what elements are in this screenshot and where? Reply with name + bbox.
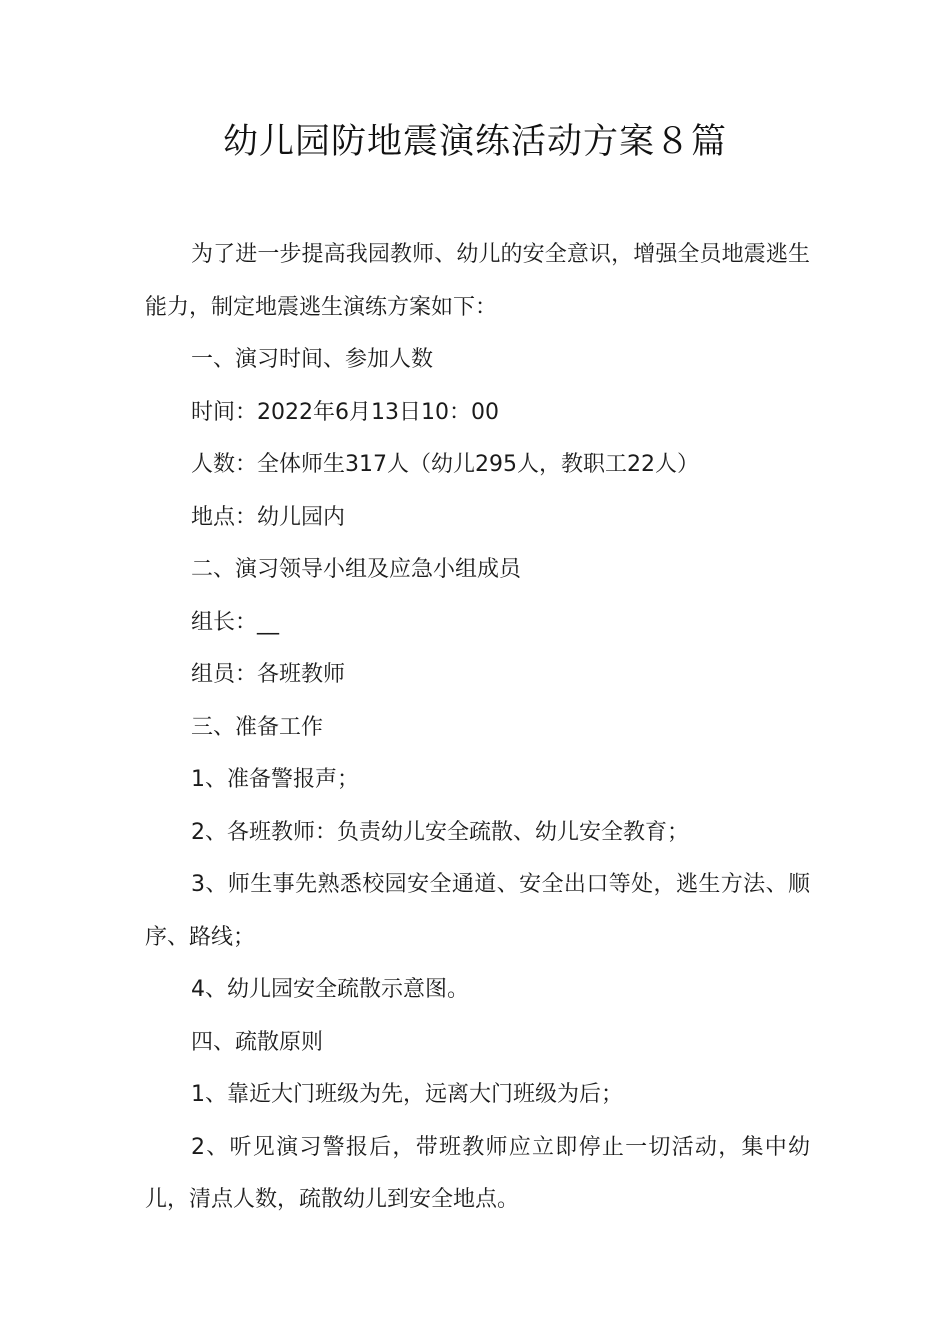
intro-paragraph: 为了进一步提高我园教师、幼儿的安全意识，增强全员地震逃生能力，制定地震逃生演练方案如下： xyxy=(145,242,810,320)
document-body xyxy=(145,229,810,1227)
document-title: 幼儿园防地震演练活动方案８篇 xyxy=(222,122,727,162)
preparation-item-1: 1、准备警报声； xyxy=(191,767,359,792)
preparation-item-3: 3、师生事先熟悉校园安全通道、安全出口等处，逃生方法、顺序、路线； xyxy=(145,872,810,950)
section-heading-preparation: 三、准备工作 xyxy=(191,714,324,740)
section-heading-leadership: 二、演习领导小组及应急小组成员 xyxy=(191,557,522,582)
time-line: 时间：2022年6月13日10：00 xyxy=(191,399,499,425)
section-heading-evacuation-principles: 四、疏散原则 xyxy=(191,1029,324,1055)
participants-line: 人数：全体师生317人（幼儿295人，教职工22人） xyxy=(191,452,699,477)
leader-line: 组长：__ xyxy=(191,609,280,635)
preparation-item-2: 2、各班教师：负责幼儿安全疏散、幼儿安全教育； xyxy=(191,819,689,845)
section-heading-time-participants: 一、演习时间、参加人数 xyxy=(191,347,434,372)
principle-item-2: 2、听见演习警报后，带班教师应立即停止一切活动，集中幼儿，清点人数，疏散幼儿到安全地点。 xyxy=(145,1134,810,1212)
members-line: 组员：各班教师 xyxy=(191,662,346,687)
preparation-item-4: 4、幼儿园安全疏散示意图。 xyxy=(191,977,469,1002)
principle-item-1: 1、靠近大门班级为先，远离大门班级为后； xyxy=(191,1082,623,1107)
location-line: 地点：幼儿园内 xyxy=(191,504,346,530)
